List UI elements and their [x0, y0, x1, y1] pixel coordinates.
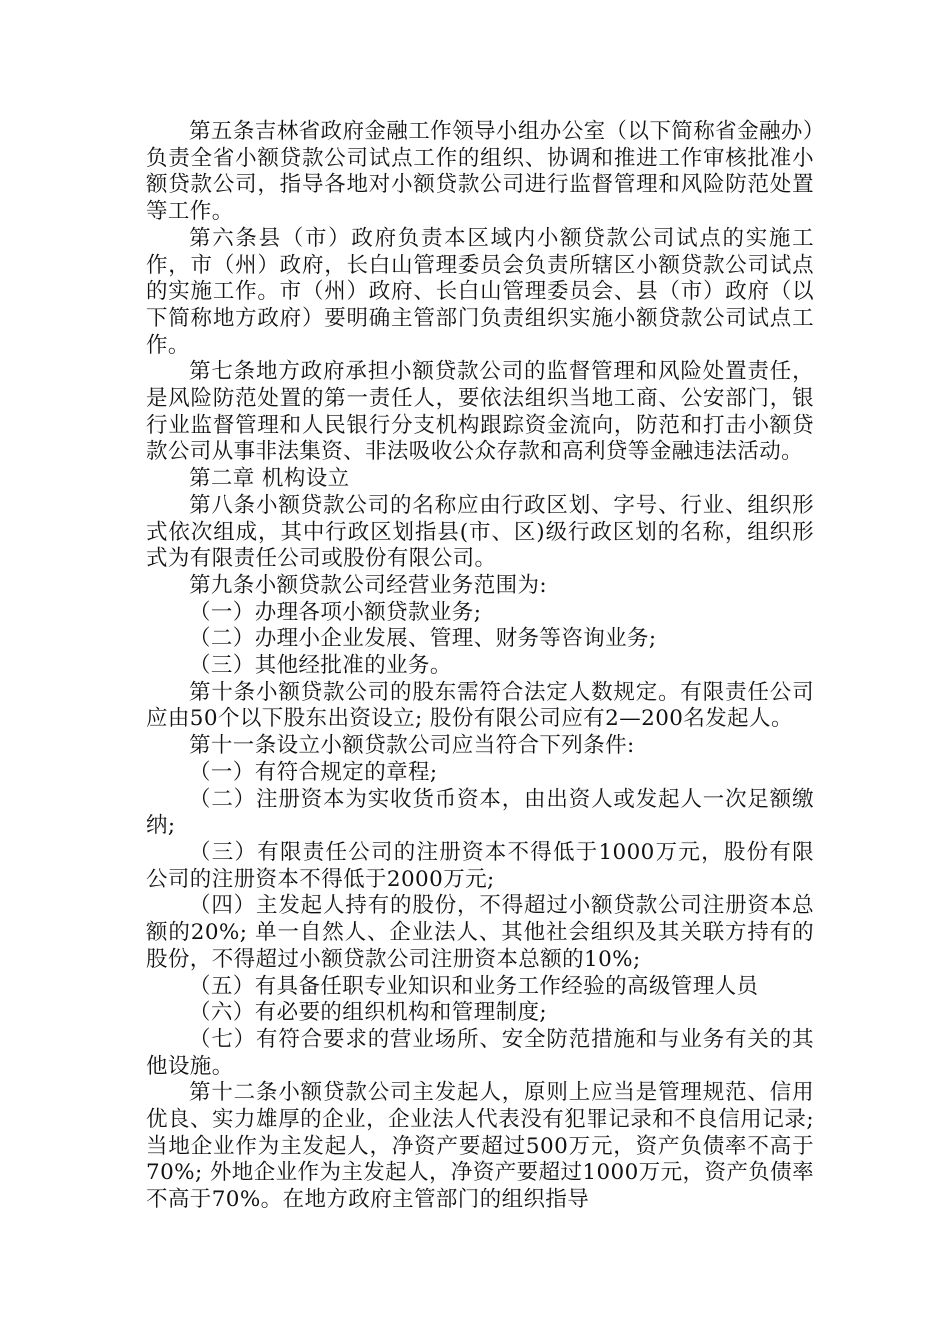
- paragraph-article-7: 第七条地方政府承担小额贷款公司的监督管理和风险处置责任，是风险防范处置的第一责任人，要依法组织当地工商、公安部门，银行业监督管理和人民银行分支机构跟踪资金流向，防范和打击小额贷款公司从事非法集资、非法吸收公众存款和高利贷等金融违法活动。: [146, 359, 814, 465]
- paragraph-article-11: 第十一条设立小额贷款公司应当符合下列条件:: [189, 733, 635, 759]
- list-item: （五）有具备任职专业知识和业务工作经验的高级管理人员: [189, 973, 759, 999]
- list-item: （一）有符合规定的章程;: [189, 759, 438, 785]
- paragraph-article-6: 第六条县（市）政府负责本区域内小额贷款公司试点的实施工作，市（州）政府，长白山管理委员会负责所辖区小额贷款公司试点的实施工作。市（州）政府、长白山管理委员会、县（市）政府（以下简称地方政府）要明确主管部门负责组织实施小额贷款公司试点工作。: [146, 225, 814, 358]
- paragraph-article-9: 第九条小额贷款公司经营业务范围为:: [189, 572, 548, 598]
- document-body: [146, 119, 814, 1214]
- chapter-heading: 第二章 机构设立: [189, 466, 350, 492]
- paragraph-article-5: 第五条吉林省政府金融工作领导小组办公室（以下简称省金融办）负责全省小额贷款公司试点工作的组织、协调和推进工作审核批准小额贷款公司，指导各地对小额贷款公司进行监督管理和风险防范处置等工作。: [146, 119, 814, 225]
- list-item: （二）办理小企业发展、管理、财务等咨询业务;: [189, 626, 657, 652]
- list-item: （七）有符合要求的营业场所、安全防范措施和与业务有关的其他设施。: [146, 1026, 814, 1079]
- list-item: （四）主发起人持有的股份，不得超过小额贷款公司注册资本总额的20%; 单一自然人、企业法人、其他社会组织及其关联方持有的股份，不得超过小额贷款公司注册资本总额的10%;: [146, 893, 814, 972]
- paragraph-article-10: 第十条小额贷款公司的股东需符合法定人数规定。有限责任公司应由50个以下股东出资设立; 股份有限公司应有2—200名发起人。: [146, 679, 814, 732]
- paragraph-article-8: 第八条小额贷款公司的名称应由行政区划、字号、行业、组织形式依次组成，其中行政区划指县(市、区)级行政区划的名称，组织形式为有限责任公司或股份有限公司。: [146, 492, 814, 572]
- list-item: （三）其他经批准的业务。: [189, 653, 452, 679]
- list-item: （六）有必要的组织机构和管理制度;: [189, 1000, 548, 1026]
- list-item: （二）注册资本为实收货币资本，由出资人或发起人一次足额缴纳;: [146, 786, 814, 839]
- list-item: （三）有限责任公司的注册资本不得低于1000万元，股份有限公司的注册资本不得低于2000万元;: [146, 839, 814, 892]
- paragraph-article-12: 第十二条小额贷款公司主发起人，原则上应当是管理规范、信用优良、实力雄厚的企业，企业法人代表没有犯罪记录和不良信用记录; 当地企业作为主发起人，净资产要超过500万元，资产负债率不高于70%; 外地企业作为主发起人，净资产要超过1000万元，资产负债率不高于70%。在地方政府主管部门的组织指导: [146, 1080, 814, 1213]
- list-item: （一）办理各项小额贷款业务;: [189, 599, 482, 625]
